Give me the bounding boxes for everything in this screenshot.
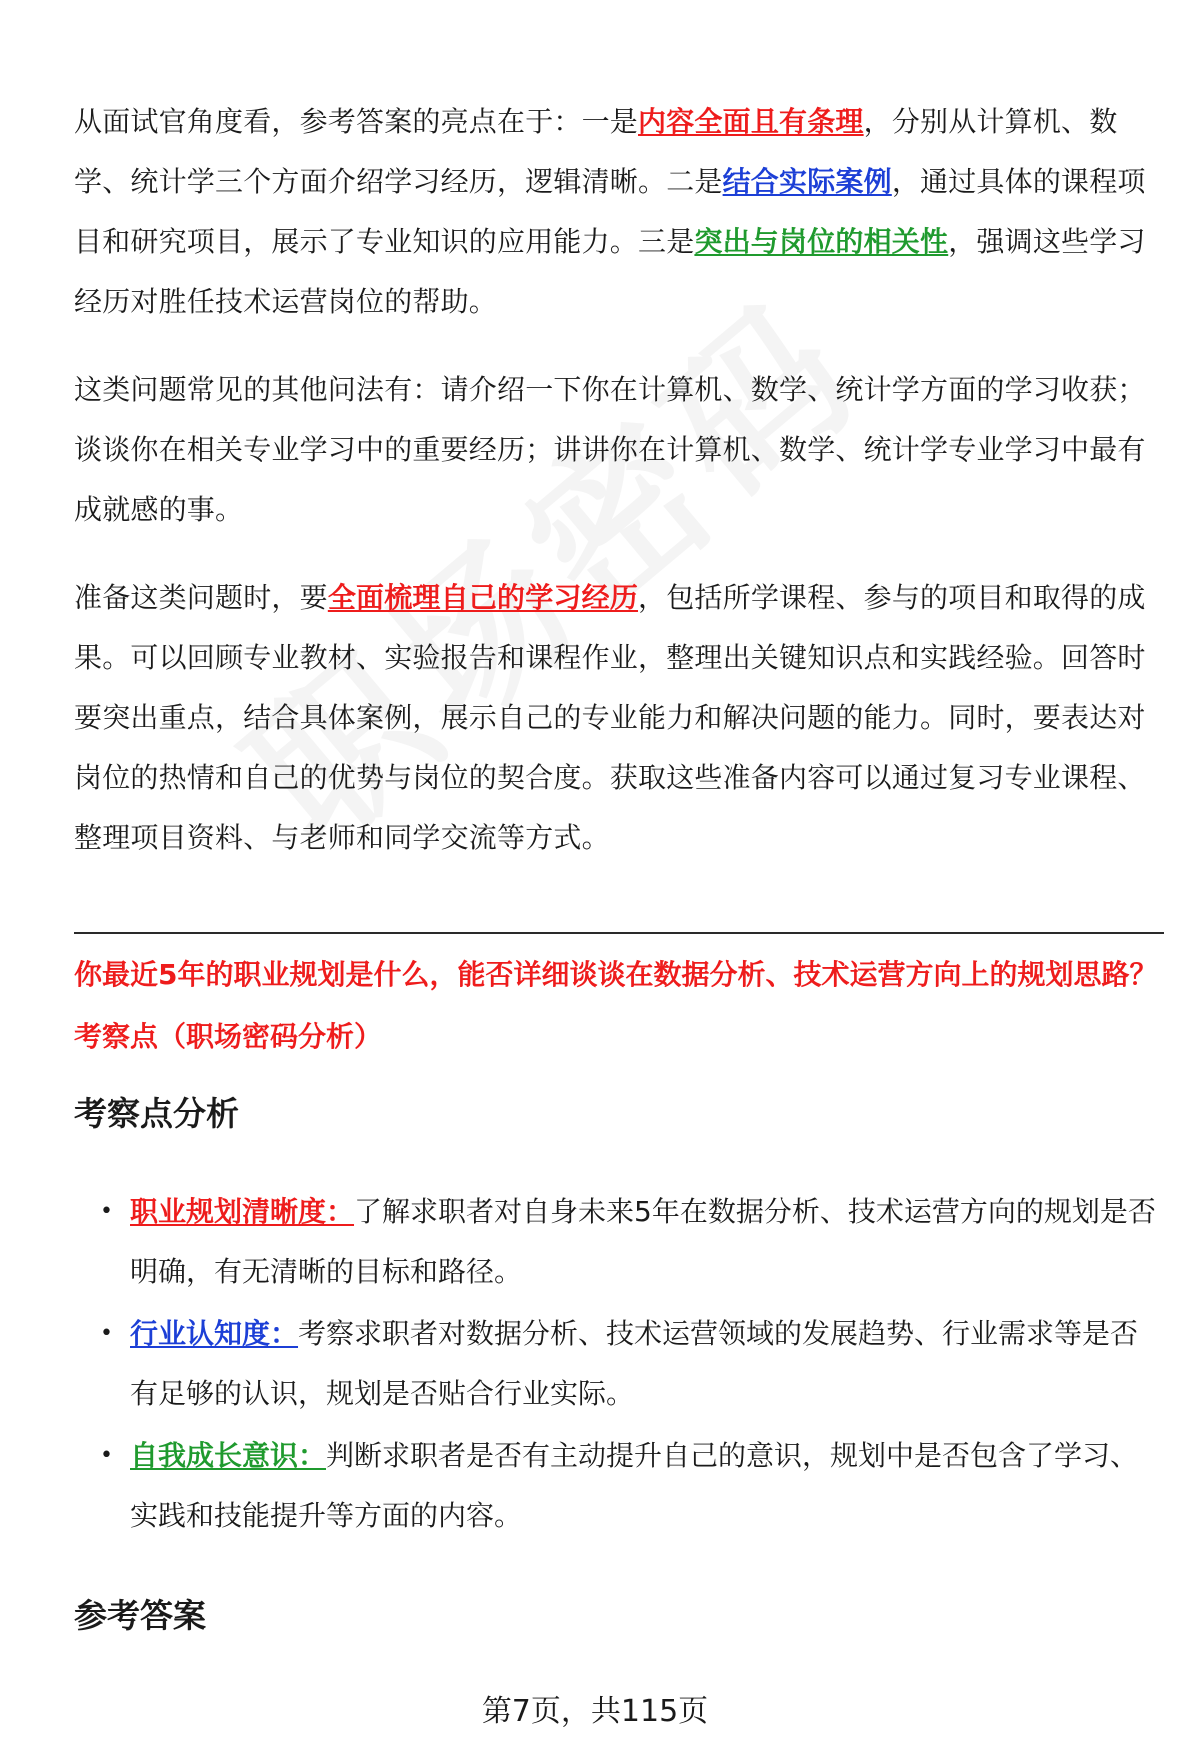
paragraph-highlights [74,92,1164,332]
point-label: 自我成长意识： [130,1439,327,1472]
text-run: ，分别从计算机、数学、统计学三个方面介绍学习经历，逻辑清晰。二是 [74,105,1118,198]
highlight-blue: 结合实际案例 [722,165,892,198]
list-item [74,1182,1164,1302]
analysis-heading: 考察点分析 [74,1094,239,1133]
paragraph-alternatives: 这类问题常见的其他问法有：请介绍一下你在计算机、数学、统计学方面的学习收获；谈谈你在相关专业学习中的重要经历；讲讲你在计算机、数学、统计学专业学习中最有成就感的事。 [74,373,1146,526]
bullet-icon: • [100,1199,113,1224]
text-run: 从面试官角度看，参考答案的亮点在于：一是 [74,105,639,138]
text-run: 准备这类问题时，要 [74,581,328,614]
interview-question: 你最近5年的职业规划是什么，能否详细谈谈在数据分析、技术运营方向上的规划思路？ [74,958,1158,991]
page-number: 第7页，共115页 [481,1694,709,1729]
point-text: 考察求职者对数据分析、技术运营领域的发展趋势、行业需求等是否有足够的认识，规划是否贴合行业实际。 [130,1317,1139,1410]
bullet-icon: • [100,1443,113,1468]
answer-heading: 参考答案 [74,1596,206,1635]
paragraph-preparation [74,568,1164,868]
bullet-icon: • [100,1321,113,1346]
point-label: 行业认知度： [130,1317,299,1350]
section-divider [74,932,1164,934]
highlight-red: 全面梳理自己的学习经历 [327,581,639,614]
text-run: ，强调这些学习经历对胜任技术运营岗位的帮助。 [74,225,1146,318]
list-item [74,1304,1164,1424]
point-text: 判断求职者是否有主动提升自己的意识，规划中是否包含了学习、实践和技能提升等方面的内容。 [130,1439,1139,1532]
text-run: ，包括所学课程、参与的项目和取得的成果。可以回顾专业教材、实验报告和课程作业，整理出关键知识点和实践经验。回答时要突出重点，结合具体案例，展示自己的专业能力和解决问题的能力。同时，要表达对岗位的热情和自己的优势与岗位的契合度。获取这些准备内容可以通过复习专业课程、整理项目资料、与老师和同学交流等方式。 [74,581,1146,854]
list-item [74,1426,1164,1546]
text-run: ，通过具体的课程项目和研究项目，展示了专业知识的应用能力。三是 [74,165,1146,258]
document-body [74,92,1164,1638]
inspection-label: 考察点（职场密码分析） [74,1020,383,1053]
analysis-list [74,1182,1164,1546]
point-text: 了解求职者对自身未来5年在数据分析、技术运营方向的规划是否明确，有无清晰的目标和路径。 [130,1195,1156,1288]
highlight-green: 突出与岗位的相关性 [694,225,949,258]
highlight-red: 内容全面且有条理 [638,105,864,138]
point-label: 职业规划清晰度： [130,1195,355,1228]
